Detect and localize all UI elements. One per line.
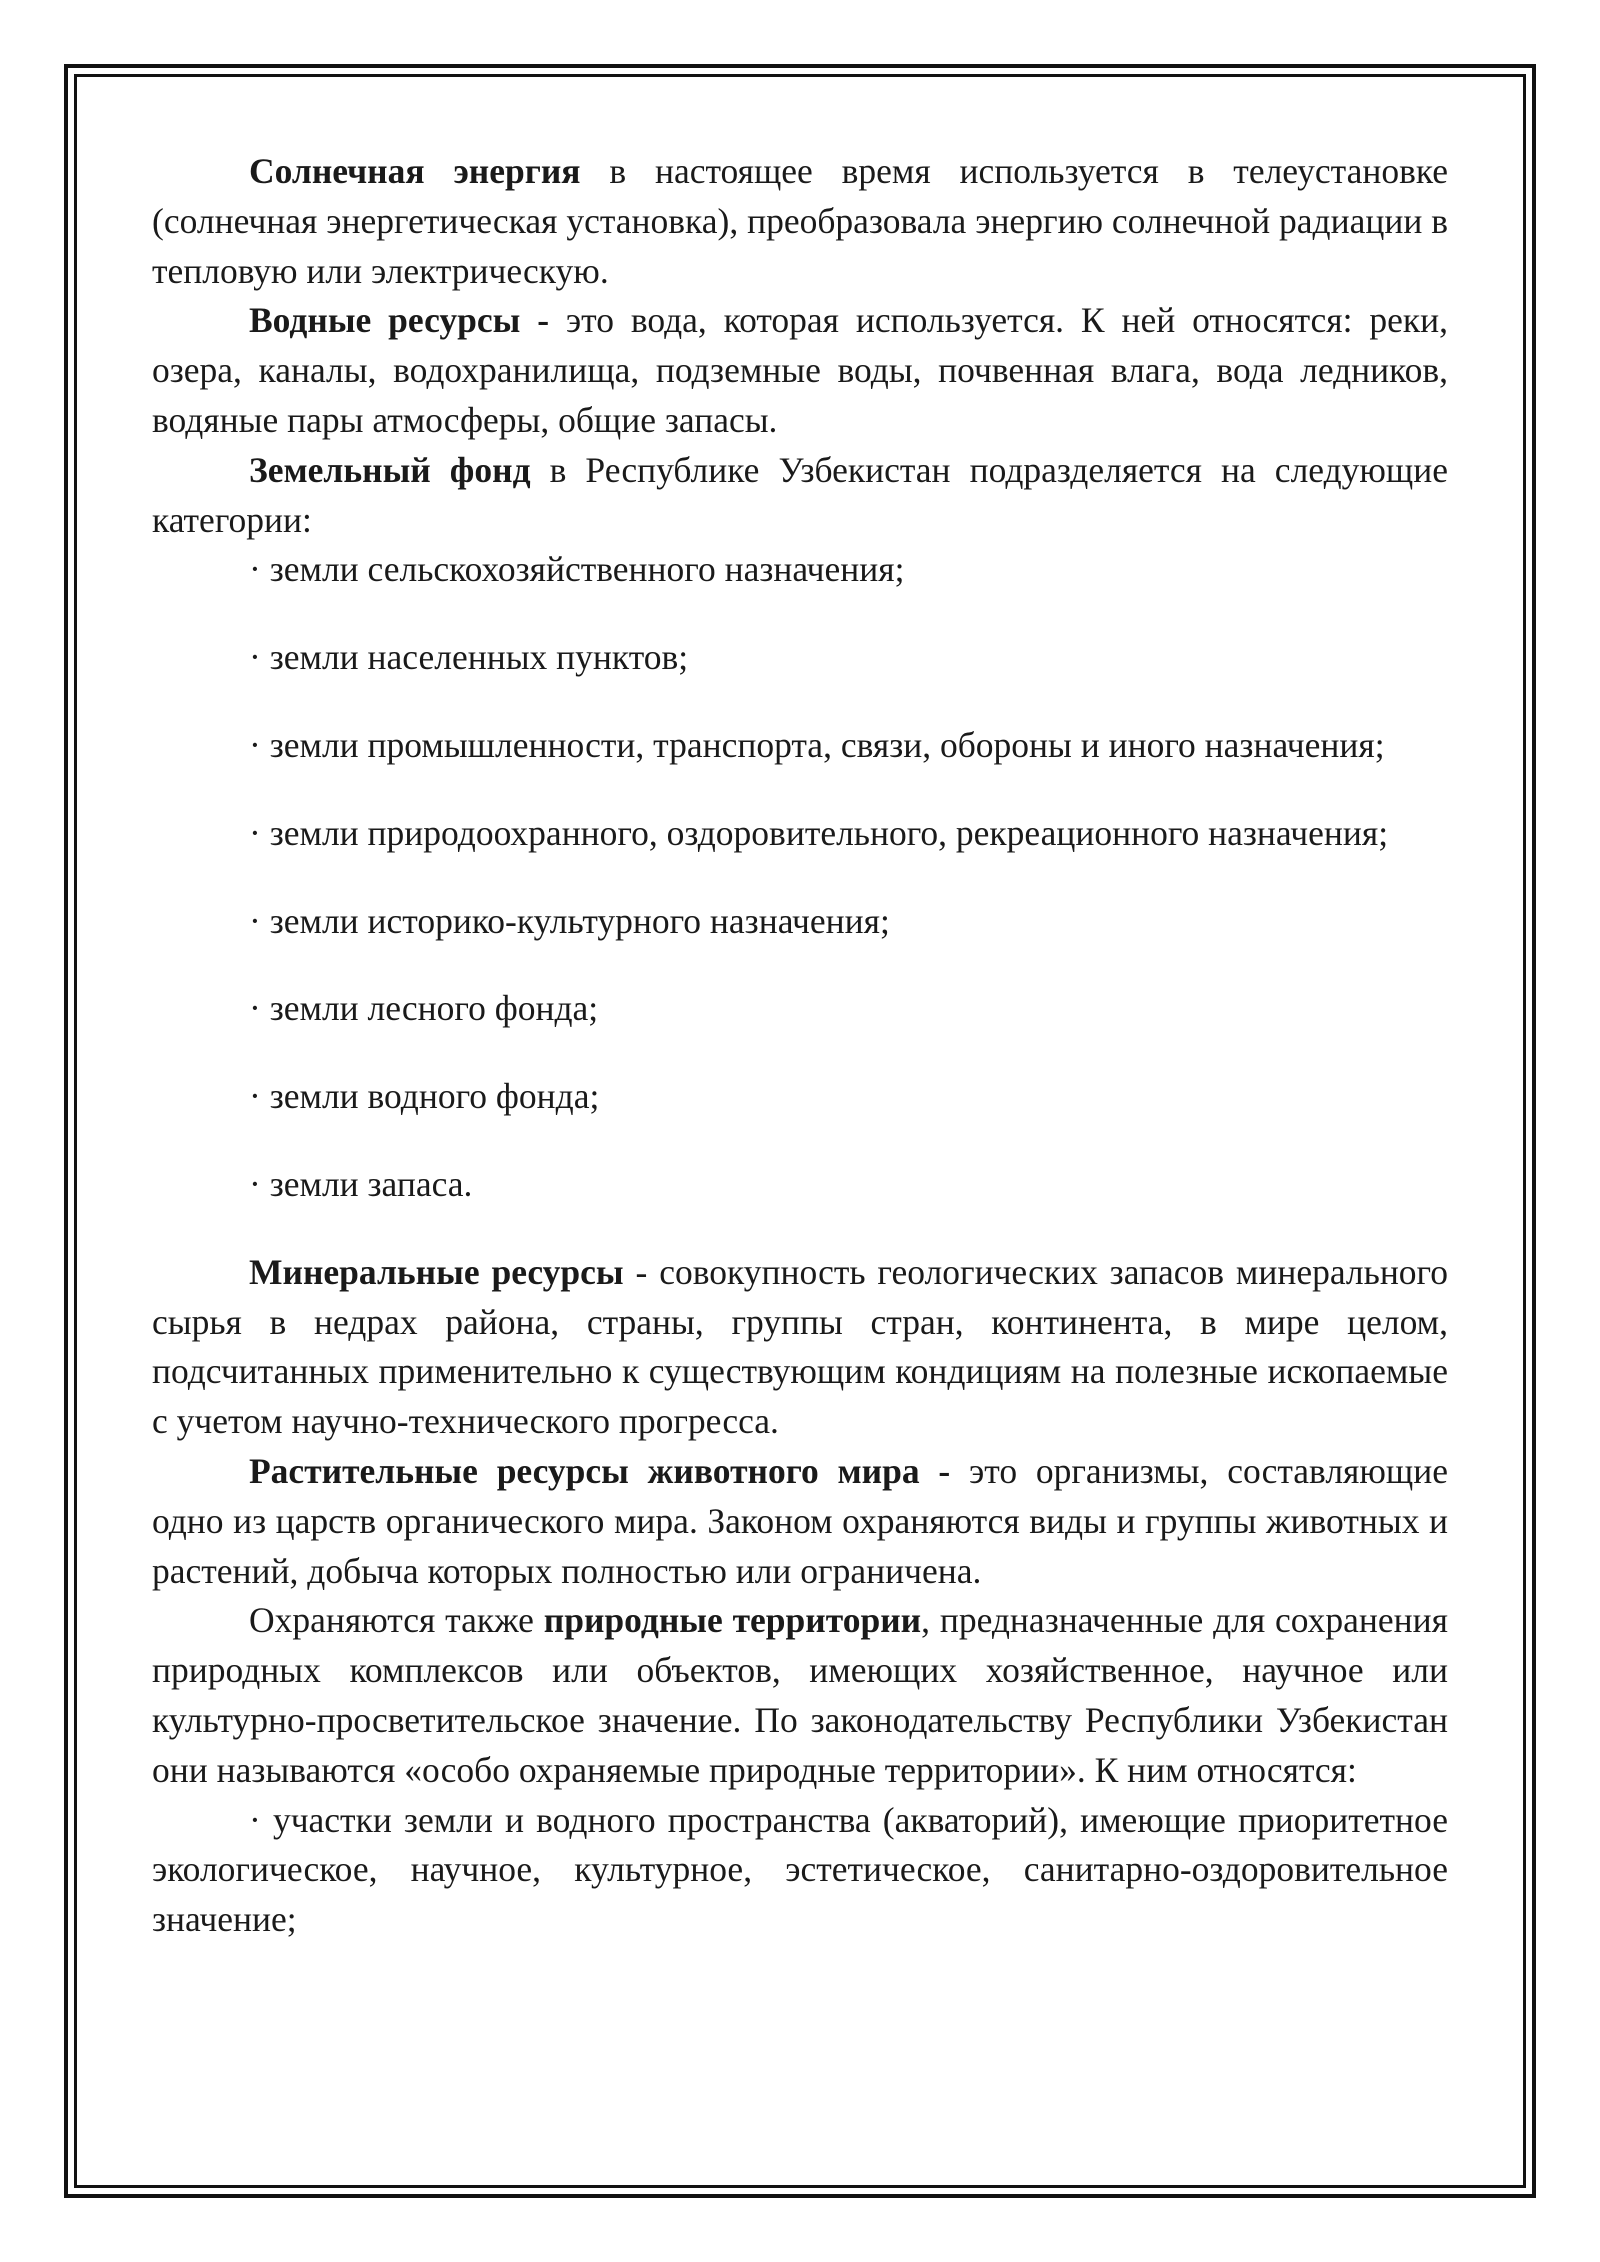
list-item-land-category: · земли лесного фонда;: [249, 988, 599, 1029]
list-item-land-category: · земли промышленности, транспорта, связи, обороны и иного назначения;: [249, 724, 1385, 765]
term-mineral-resources: Минеральные ресурсы: [249, 1251, 624, 1292]
document-body: [152, 147, 1448, 1945]
term-water-resources: Водные ресурсы -: [249, 300, 550, 341]
text-flora-fauna: это организмы, составляющие одно из царств органического мира. Законом охраняются виды и группы животных и растений, добыча которых полностью или ограничена.: [152, 1450, 1448, 1591]
paragraph-land-fund: [152, 446, 1448, 546]
paragraph-water-resources: [152, 296, 1448, 445]
text-land-fund: в Республике Узбекистан подразделяется на следующие категории:: [152, 449, 1448, 540]
list-item-land-category: · земли сельскохозяйственного назначения;: [249, 549, 905, 590]
list-item-territory: · участки земли и водного пространства (акваторий), имеющие приоритетное экологическое, научное, культурное, эстетическое, санитарно-оздоровительное значение;: [152, 1799, 1448, 1940]
paragraph-mineral-resources: [152, 1248, 1448, 1447]
term-solar-energy: Солнечная энергия: [249, 151, 581, 191]
paragraph-solar-energy: [152, 147, 1448, 296]
list-item-land-category: · земли населенных пунктов;: [249, 637, 689, 678]
term-protected-territories: природные территории: [543, 1600, 922, 1641]
prefix-protected-territories: Охраняются также: [249, 1600, 544, 1641]
text-mineral-resources: - совокупность геологических запасов минерального сырья в недрах района, страны, группы стран, континента, в мире целом, подсчитанных применительно к существующим кондициям на полезные ископаемые с учетом научно-технического прогресса.: [152, 1251, 1448, 1442]
text-protected-territories: , предназначенные для сохранения природных комплексов или объектов, имеющих хозяйственное, научное или культурно-просветительское значение. По законодательству Республики Узбекистан они называются «особо охраняемые природные территории». К ним относятся:: [152, 1600, 1449, 1790]
list-item-land-category: · земли природоохранного, оздоровительного, рекреационного назначения;: [249, 812, 1389, 853]
paragraph-flora-fauna: [152, 1447, 1448, 1596]
list-item-land-category: · земли историко-культурного назначения;: [249, 900, 890, 941]
paragraph-protected-territories: [152, 1596, 1448, 1795]
term-flora-fauna: Растительные ресурсы животного мира -: [249, 1450, 951, 1491]
text-water-resources: это вода, которая используется. К ней относятся: реки, озера, каналы, водохранилища, подземные воды, почвенная влага, вода ледников, водяные пары атмосферы, общие запасы.: [152, 300, 1448, 440]
list-item-land-category: · земли запаса.: [249, 1163, 473, 1204]
term-land-fund: Земельный фонд: [249, 449, 531, 490]
text-solar-energy: в настоящее время используется в телеустановке (солнечная энергетическая установка), преобразовала энергию солнечной радиации в тепловую или электрическую.: [152, 151, 1449, 291]
list-item-land-category: · земли водного фонда;: [249, 1076, 600, 1117]
